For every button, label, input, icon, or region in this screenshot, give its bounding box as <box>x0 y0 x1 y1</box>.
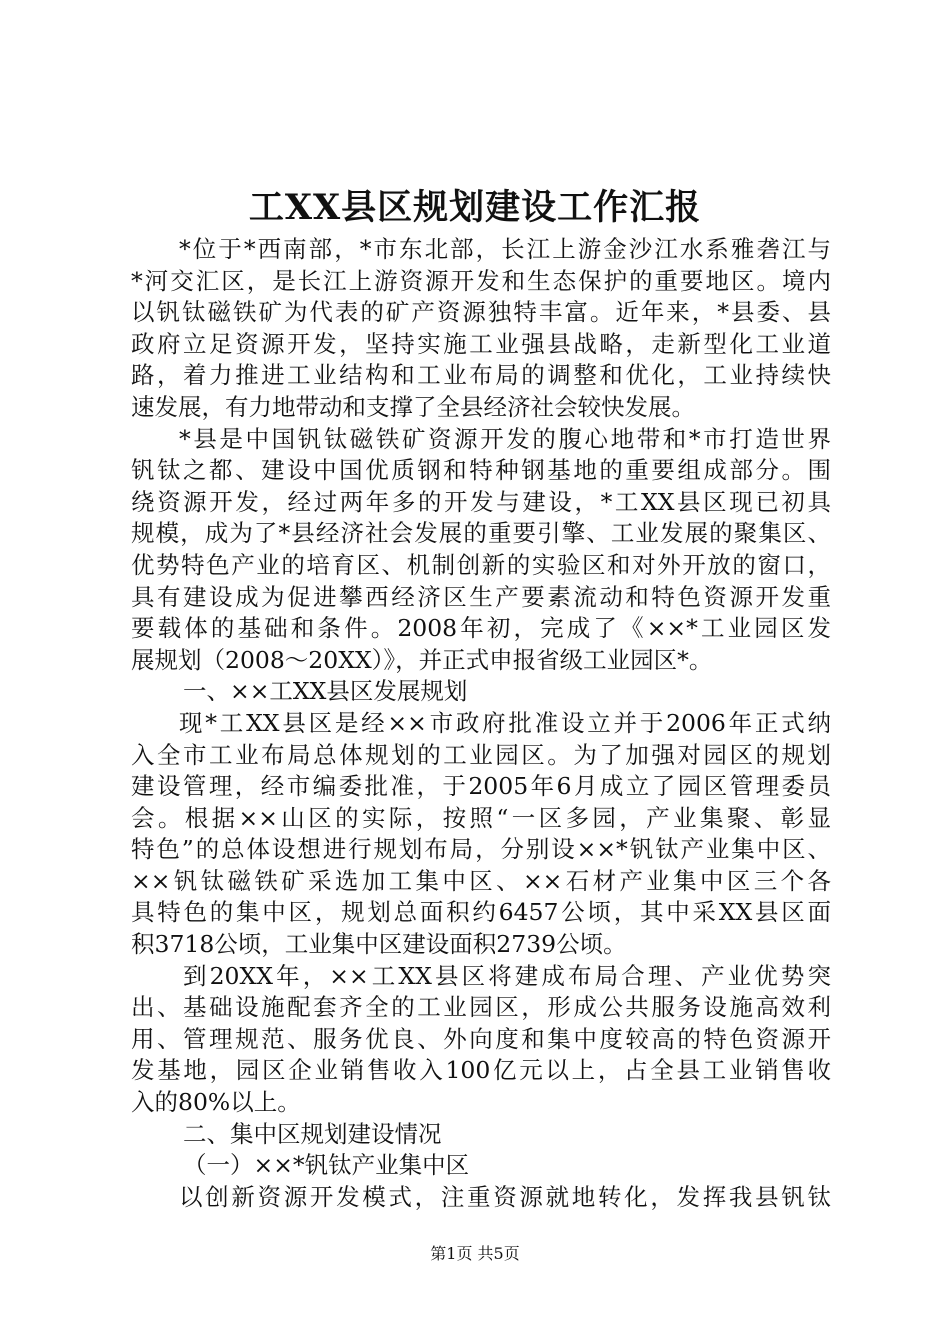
paragraph-line: 政府立足资源开发，坚持实施工业强县战略，走新型化工业道 <box>131 329 831 358</box>
paragraph-line: 以创新资源开发模式，注重资源就地转化，发挥我县钒钛 <box>179 1182 831 1211</box>
paragraph-line: 会。根据××山区的实际，按照“一区多园，产业集聚、彰显 <box>131 803 831 832</box>
paragraph-line: 出、基础设施配套齐全的工业园区，形成公共服务设施高效利 <box>131 993 831 1022</box>
paragraph-line: 要载体的基础和条件。2008年初，完成了《××*工业园区发 <box>131 614 831 643</box>
paragraph-line: 积3718公顷，工业集中区建设面积2739公顷。 <box>131 930 627 959</box>
paragraph-line: 展规划（2008～20XX）》，并正式申报省级工业园区*。 <box>131 645 713 674</box>
paragraph-line: 现*工XX县区是经××市政府批准设立并于2006年正式纳 <box>179 708 831 737</box>
paragraph-line: 规模，成为了*县经济社会发展的重要引擎、工业发展的聚集区、 <box>131 519 831 548</box>
page-footer: 第1页 共5页 <box>430 1244 520 1263</box>
paragraph-line: 优势特色产业的培育区、机制创新的实验区和对外开放的窗口， <box>131 550 831 579</box>
paragraph-line: 以钒钛磁铁矿为代表的矿产资源独特丰富。近年来，*县委、县 <box>131 298 831 327</box>
paragraph-line: 绕资源开发，经过两年多的开发与建设，*工XX县区现已初具 <box>131 487 831 516</box>
paragraph-line: 具特色的集中区，规划总面积约6457公顷，其中采XX县区面 <box>131 898 831 927</box>
section-heading: 一、××工XX县区发展规划 <box>183 677 468 706</box>
paragraph-line: 入全市工业布局总体规划的工业园区。为了加强对园区的规划 <box>131 740 831 769</box>
document-title: 工XX县区规划建设工作汇报 <box>248 187 702 228</box>
paragraph-line: 到20XX年，××工XX县区将建成布局合理、产业优势突 <box>183 961 831 990</box>
paragraph-line: 路，着力推进工业结构和工业布局的调整和优化，工业持续快 <box>131 361 831 390</box>
paragraph-line: *位于*西南部，*市东北部，长江上游金沙江水系雅砻江与 <box>179 235 831 263</box>
paragraph-line: 用、管理规范、服务优良、外向度和集中度较高的特色资源开 <box>131 1024 831 1053</box>
section-heading: 二、集中区规划建设情况 <box>183 1119 442 1148</box>
subsection-heading: （一）××*钒钛产业集中区 <box>183 1151 470 1180</box>
paragraph-line: *河交汇区，是长江上游资源开发和生态保护的重要地区。境内 <box>131 266 831 295</box>
paragraph-line: 具有建设成为促进攀西经济区生产要素流动和特色资源开发重 <box>131 582 831 611</box>
paragraph-line: 特色”的总体设想进行规划布局，分别设××*钒钛产业集中区、 <box>131 835 831 864</box>
paragraph-line: 速发展，有力地带动和支撑了全县经济社会较快发展。 <box>131 392 695 421</box>
paragraph-line: *县是中国钒钛磁铁矿资源开发的腹心地带和*市打造世界 <box>179 424 831 453</box>
paragraph-line: 入的80%以上。 <box>131 1088 301 1117</box>
paragraph-line: ××钒钛磁铁矿采选加工集中区、××石材产业集中区三个各 <box>131 866 831 895</box>
paragraph-line: 发基地，园区企业销售收入100亿元以上，占全县工业销售收 <box>131 1056 831 1085</box>
document-body <box>131 234 831 1213</box>
paragraph-line: 钒钛之都、建设中国优质钢和特种钢基地的重要组成部分。围 <box>131 456 831 485</box>
paragraph-line: 建设管理，经市编委批准，于2005年6月成立了园区管理委员 <box>131 772 831 801</box>
